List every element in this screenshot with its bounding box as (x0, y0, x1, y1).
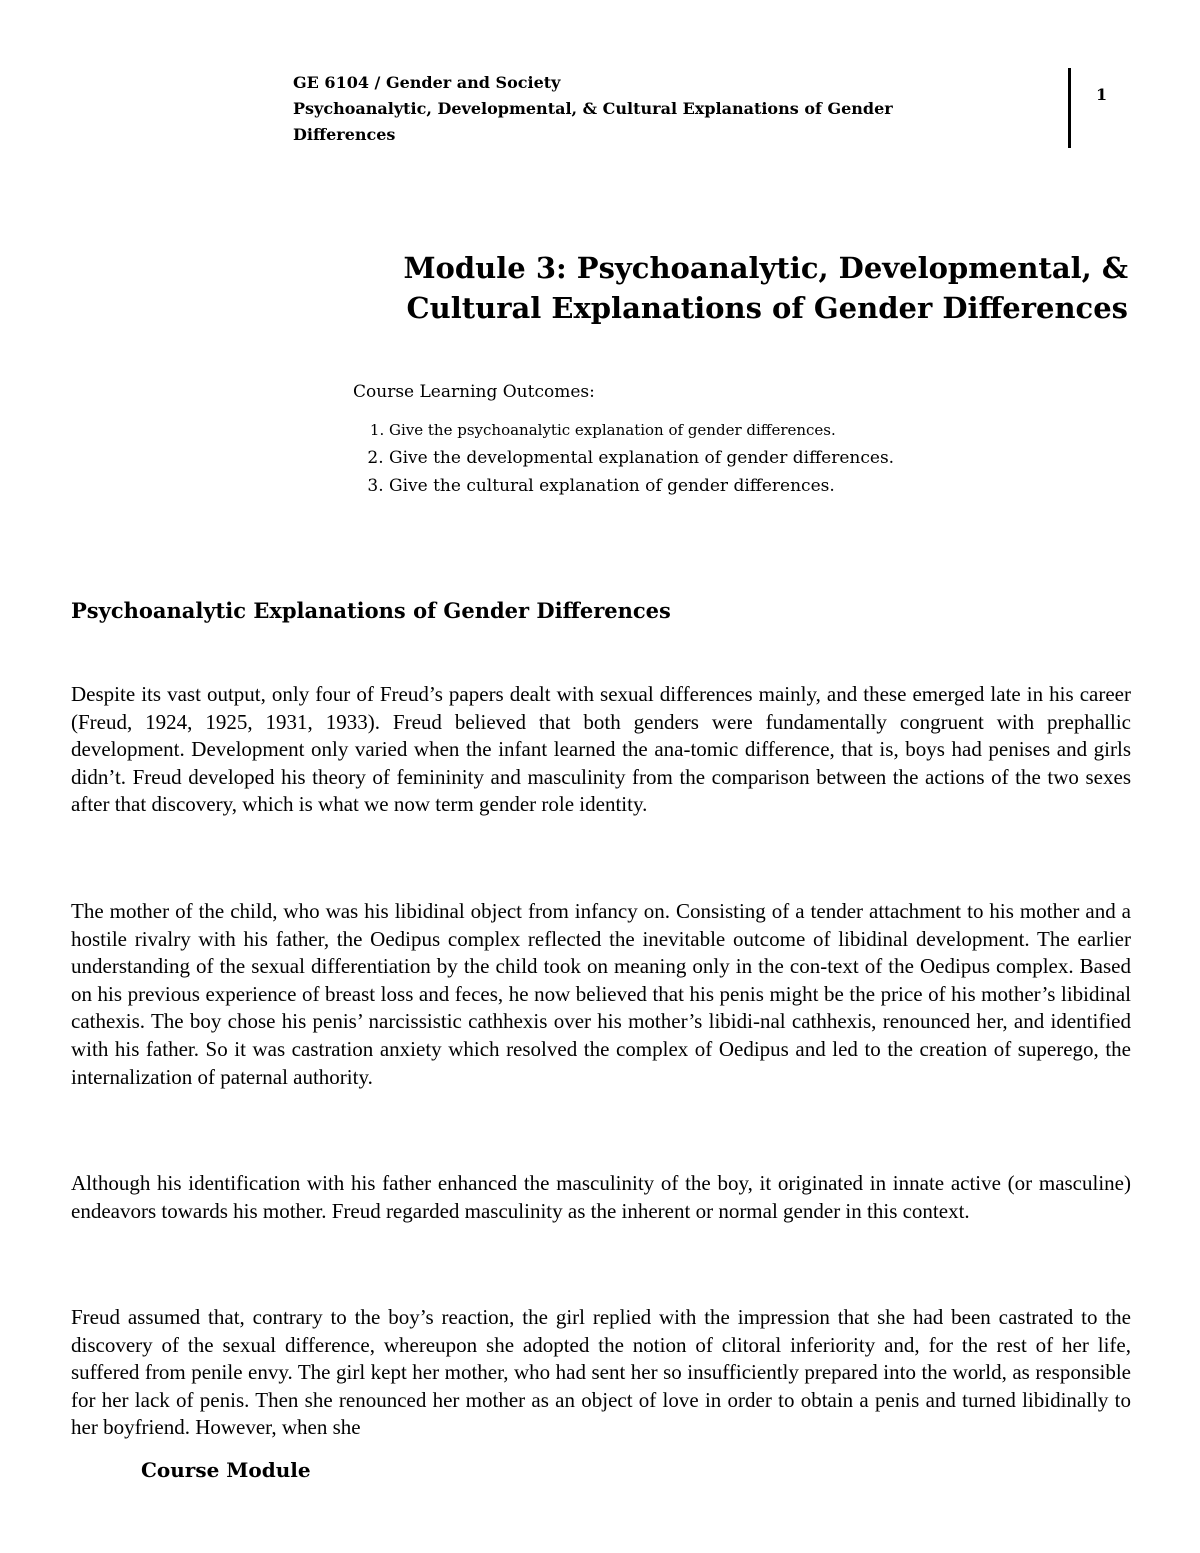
running-header (293, 70, 993, 148)
section-heading: Psychoanalytic Explanations of Gender Differences (71, 598, 671, 623)
header-title-line-2: Differences (293, 125, 396, 144)
page-number: 1 (1096, 85, 1108, 104)
learning-outcomes-list (353, 416, 1053, 500)
module-title (328, 248, 1128, 328)
body-paragraph: Despite its vast output, only four of Freud’s papers dealt with sexual differences mainly, and these emerged late in his career (Freud, 1924, 1925, 1931, 1933). Freud believed that both genders were fundamentally congruent with prephallic development. Development only varied when the infant learned the ana-tomic difference, that is, boys had penises and girls didn’t. Freud developed his theory of femininity and masculinity from the comparison between the actions of the two sexes after that discovery, which is what we now term gender role identity. (71, 682, 1131, 817)
header-course-line: GE 6104 / Gender and Society (293, 73, 561, 92)
learning-outcome-item: 2. Give the developmental explanation of gender differences. (389, 444, 1053, 472)
header-title-line-1: Psychoanalytic, Developmental, & Cultural Explanations of Gender (293, 99, 893, 118)
body-paragraph: Although his identification with his father enhanced the masculinity of the boy, it originated in innate active (or masculine) endeavors towards his mother. Freud regarded masculinity as the inherent or normal gender in this context. (71, 1171, 1131, 1223)
learning-outcome-item: 1. Give the psychoanalytic explanation of gender differences. (389, 416, 1053, 444)
footer-label: Course Module (141, 1458, 311, 1482)
module-title-line-2: Cultural Explanations of Gender Differences (406, 291, 1128, 325)
module-title-line-1: Module 3: Psychoanalytic, Developmental, & (403, 251, 1128, 285)
learning-outcomes (353, 382, 1053, 500)
body-paragraph: The mother of the child, who was his libidinal object from infancy on. Consisting of a tender attachment to his mother and a hostile rivalry with his father, the Oedipus complex reflected the inevitable outcome of libidinal development. The earlier understanding of the sexual differentiation by the child took on meaning only in the con-text of the Oedipus complex. Based on his previous experience of breast loss and feces, he now believed that his penis might be the price of his mother’s libidinal cathexis. The boy chose his penis’ narcissistic cathhexis over his mother’s libidi-nal cathhexis, renounced her, and identified with his father. So it was castration anxiety which resolved the complex of Oedipus and led to the creation of superego, the internalization of paternal authority. (71, 899, 1131, 1089)
learning-outcomes-heading: Course Learning Outcomes: (353, 382, 595, 402)
header-divider (1068, 68, 1071, 148)
learning-outcome-item: 3. Give the cultural explanation of gender differences. (389, 472, 1053, 500)
body-paragraph: Freud assumed that, contrary to the boy’s reaction, the girl replied with the impression that she had been castrated to the discovery of the sexual difference, whereupon she adopted the notion of clitoral inferiority and, for the rest of her life, suffered from penile envy. The girl kept her mother, who had sent her so insufficiently prepared into the world, as responsible for her lack of penis. Then she renounced her mother as an object of love in order to obtain a penis and turned libidinally to her boyfriend. However, when she (71, 1305, 1131, 1440)
